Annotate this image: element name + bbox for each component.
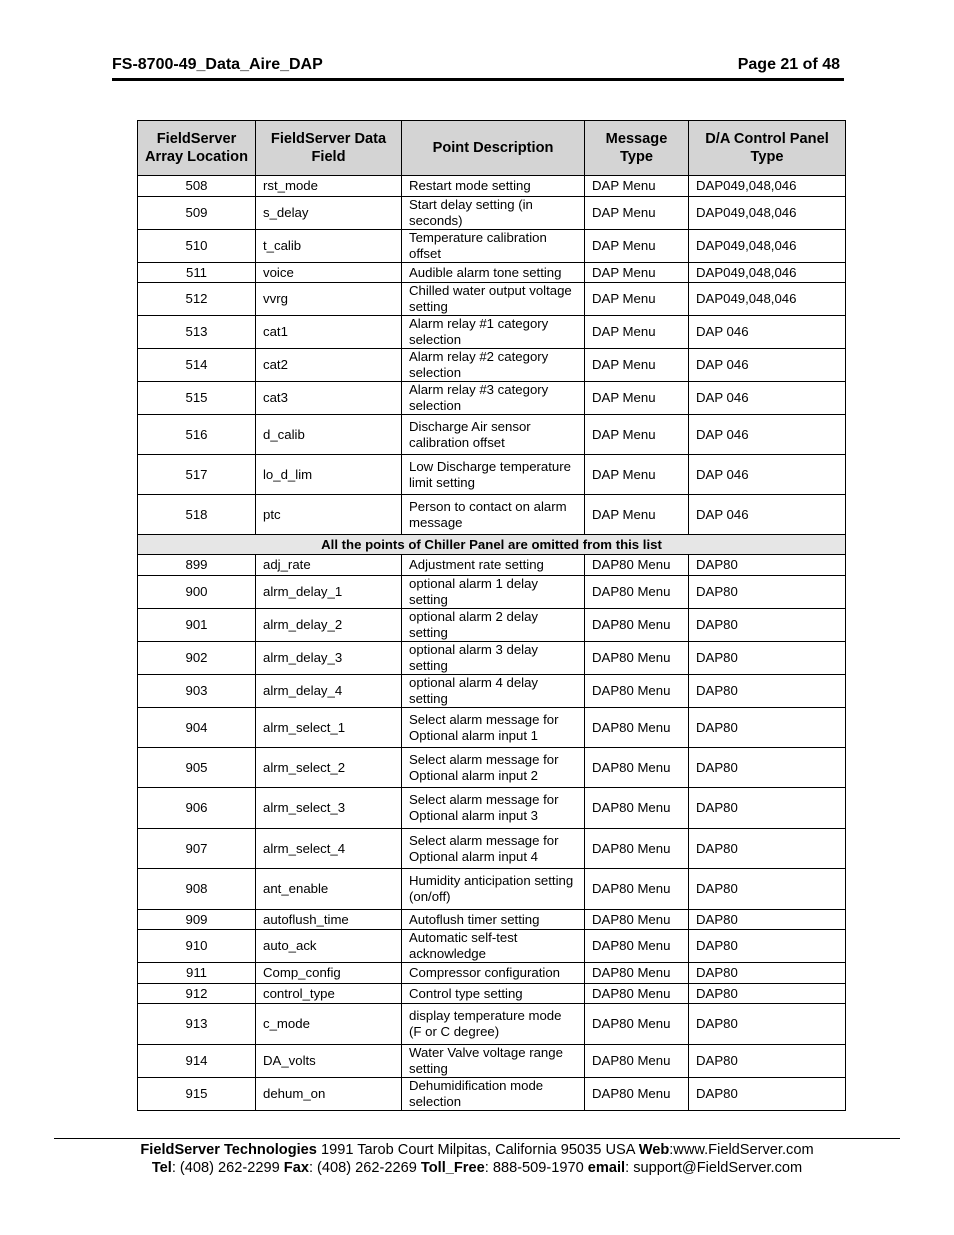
cell-message-type: DAP80 Menu [585,1045,689,1078]
cell-data-field: alrm_select_1 [256,708,402,748]
cell-panel-type: DAP 046 [689,455,846,495]
cell-message-type: DAP Menu [585,283,689,316]
table-row [138,176,846,197]
cell-point-description: optional alarm 4 delay setting [402,675,585,708]
cell-panel-type: DAP80 [689,1078,846,1111]
cell-message-type: DAP80 Menu [585,555,689,576]
cell-data-field: dehum_on [256,1078,402,1111]
cell-point-description: Compressor configuration [402,963,585,984]
cell-data-field: ant_enable [256,869,402,910]
cell-data-field: cat3 [256,382,402,415]
cell-array-location: 906 [138,788,256,829]
footer-web-link[interactable]: :www.FieldServer.com [669,1142,814,1158]
cell-panel-type: DAP80 [689,675,846,708]
cell-data-field: c_mode [256,1004,402,1045]
cell-panel-type: DAP80 [689,708,846,748]
table-row [138,609,846,642]
cell-point-description: Select alarm message for Optional alarm input 4 [402,829,585,869]
cell-message-type: DAP Menu [585,382,689,415]
document-title: FS-8700-49_Data_Aire_DAP [112,56,323,73]
cell-point-description: Audible alarm tone setting [402,263,585,283]
cell-message-type: DAP Menu [585,316,689,349]
table-row [138,748,846,788]
cell-array-location: 510 [138,230,256,263]
cell-message-type: DAP Menu [585,349,689,382]
section-note-row [138,535,846,555]
cell-data-field: adj_rate [256,555,402,576]
cell-data-field: control_type [256,984,402,1004]
cell-point-description: Adjustment rate setting [402,555,585,576]
table-row [138,349,846,382]
cell-data-field: autoflush_time [256,910,402,930]
cell-data-field: rst_mode [256,176,402,197]
cell-message-type: DAP80 Menu [585,1078,689,1111]
cell-data-field: auto_ack [256,930,402,963]
footer-fax: : (408) 262-2269 [308,1160,421,1176]
cell-data-field: vvrg [256,283,402,316]
cell-panel-type: DAP 046 [689,415,846,455]
cell-panel-type: DAP80 [689,788,846,829]
cell-array-location: 513 [138,316,256,349]
cell-data-field: alrm_select_2 [256,748,402,788]
table-row [138,675,846,708]
table-row [138,263,846,283]
cell-array-location: 913 [138,1004,256,1045]
cell-array-location: 909 [138,910,256,930]
cell-message-type: DAP Menu [585,230,689,263]
table-row [138,963,846,984]
footer-email[interactable]: : support@FieldServer.com [625,1160,803,1176]
footer-web-label: Web [638,1142,670,1158]
cell-array-location: 905 [138,748,256,788]
table-row [138,283,846,316]
cell-array-location: 518 [138,495,256,535]
cell-data-field: t_calib [256,230,402,263]
cell-panel-type: DAP049,048,046 [689,283,846,316]
table-row [138,984,846,1004]
cell-array-location: 914 [138,1045,256,1078]
table-row [138,788,846,829]
table-row [138,576,846,609]
cell-data-field: cat2 [256,349,402,382]
cell-point-description: Start delay setting (in seconds) [402,197,585,230]
cell-point-description: Water Valve voltage range setting [402,1045,585,1078]
cell-message-type: DAP80 Menu [585,963,689,984]
cell-panel-type: DAP80 [689,748,846,788]
cell-point-description: Alarm relay #1 category selection [402,316,585,349]
cell-message-type: DAP80 Menu [585,1004,689,1045]
cell-array-location: 901 [138,609,256,642]
cell-point-description: optional alarm 1 delay setting [402,576,585,609]
table-row [138,1045,846,1078]
cell-message-type: DAP Menu [585,263,689,283]
table-row [138,230,846,263]
cell-data-field: Comp_config [256,963,402,984]
cell-data-field: voice [256,263,402,283]
col-header-point-description: Point Description [402,121,585,176]
cell-data-field: alrm_delay_3 [256,642,402,675]
cell-array-location: 907 [138,829,256,869]
cell-panel-type: DAP80 [689,576,846,609]
cell-data-field: alrm_delay_2 [256,609,402,642]
cell-message-type: DAP80 Menu [585,576,689,609]
cell-panel-type: DAP 046 [689,495,846,535]
cell-array-location: 902 [138,642,256,675]
cell-point-description: Control type setting [402,984,585,1004]
table-row [138,382,846,415]
cell-message-type: DAP80 Menu [585,788,689,829]
cell-data-field: lo_d_lim [256,455,402,495]
cell-data-field: DA_volts [256,1045,402,1078]
cell-message-type: DAP80 Menu [585,642,689,675]
cell-message-type: DAP80 Menu [585,748,689,788]
table-row [138,415,846,455]
cell-data-field: s_delay [256,197,402,230]
cell-panel-type: DAP80 [689,984,846,1004]
table-row [138,708,846,748]
col-header-array-location: FieldServer Array Location [138,121,256,176]
cell-panel-type: DAP80 [689,910,846,930]
cell-point-description: optional alarm 3 delay setting [402,642,585,675]
cell-point-description: Person to contact on alarm message [402,495,585,535]
footer-tollfree: : 888-509-1970 [484,1160,588,1176]
footer-fax-label: Fax [283,1160,309,1176]
points-table [137,120,846,1111]
cell-panel-type: DAP049,048,046 [689,197,846,230]
page-number: Page 21 of 48 [737,56,840,73]
cell-message-type: DAP80 Menu [585,675,689,708]
footer-tollfree-label: Toll_Free [420,1160,485,1176]
cell-panel-type: DAP80 [689,1045,846,1078]
cell-point-description: Low Discharge temperature limit setting [402,455,585,495]
cell-point-description: display temperature mode (F or C degree) [402,1004,585,1045]
cell-data-field: alrm_delay_4 [256,675,402,708]
cell-data-field: cat1 [256,316,402,349]
page-header [112,56,844,81]
cell-array-location: 915 [138,1078,256,1111]
cell-panel-type: DAP80 [689,1004,846,1045]
cell-data-field: ptc [256,495,402,535]
cell-data-field: alrm_delay_1 [256,576,402,609]
cell-data-field: d_calib [256,415,402,455]
col-header-panel-type: D/A Control Panel Type [689,121,846,176]
table-row [138,1004,846,1045]
cell-data-field: alrm_select_4 [256,829,402,869]
table-row [138,1078,846,1111]
footer-tel-label: Tel [151,1160,172,1176]
table-row [138,455,846,495]
cell-point-description: Autoflush timer setting [402,910,585,930]
cell-panel-type: DAP80 [689,963,846,984]
cell-point-description: Alarm relay #3 category selection [402,382,585,415]
cell-point-description: Restart mode setting [402,176,585,197]
table-row [138,869,846,910]
cell-array-location: 511 [138,263,256,283]
cell-point-description: Select alarm message for Optional alarm input 1 [402,708,585,748]
cell-panel-type: DAP049,048,046 [689,230,846,263]
cell-array-location: 911 [138,963,256,984]
footer-email-label: email [587,1160,626,1176]
table-row [138,642,846,675]
cell-message-type: DAP80 Menu [585,930,689,963]
cell-array-location: 899 [138,555,256,576]
cell-array-location: 508 [138,176,256,197]
table-row [138,495,846,535]
cell-panel-type: DAP 046 [689,382,846,415]
cell-message-type: DAP80 Menu [585,609,689,642]
cell-panel-type: DAP80 [689,555,846,576]
cell-array-location: 912 [138,984,256,1004]
cell-message-type: DAP80 Menu [585,984,689,1004]
cell-message-type: DAP Menu [585,415,689,455]
cell-panel-type: DAP80 [689,642,846,675]
table-row [138,910,846,930]
cell-point-description: Discharge Air sensor calibration offset [402,415,585,455]
cell-panel-type: DAP 046 [689,349,846,382]
cell-data-field: alrm_select_3 [256,788,402,829]
cell-message-type: DAP80 Menu [585,910,689,930]
cell-point-description: Dehumidification mode selection [402,1078,585,1111]
cell-point-description: Humidity anticipation setting (on/off) [402,869,585,910]
footer-address: 1991 Tarob Court Milpitas, California 95035 USA [316,1142,639,1158]
cell-point-description: Select alarm message for Optional alarm input 2 [402,748,585,788]
footer-company: FieldServer Technologies [140,1142,317,1158]
cell-array-location: 910 [138,930,256,963]
cell-message-type: DAP Menu [585,197,689,230]
table-row [138,316,846,349]
cell-array-location: 904 [138,708,256,748]
cell-array-location: 512 [138,283,256,316]
cell-array-location: 903 [138,675,256,708]
cell-array-location: 516 [138,415,256,455]
cell-array-location: 900 [138,576,256,609]
footer-line-1 [0,1142,954,1158]
cell-message-type: DAP80 Menu [585,829,689,869]
footer-tel: : (408) 262-2299 [171,1160,284,1176]
footer-line-2 [0,1160,954,1176]
cell-message-type: DAP80 Menu [585,869,689,910]
cell-message-type: DAP Menu [585,495,689,535]
cell-message-type: DAP80 Menu [585,708,689,748]
cell-point-description: Temperature calibration offset [402,230,585,263]
cell-panel-type: DAP 046 [689,316,846,349]
col-header-message-type: Message Type [585,121,689,176]
footer-rule [54,1138,900,1139]
cell-message-type: DAP Menu [585,176,689,197]
cell-panel-type: DAP80 [689,829,846,869]
table-header-row [138,121,846,176]
section-note: All the points of Chiller Panel are omitted from this list [138,535,846,555]
cell-array-location: 517 [138,455,256,495]
cell-array-location: 514 [138,349,256,382]
cell-array-location: 908 [138,869,256,910]
cell-panel-type: DAP049,048,046 [689,176,846,197]
table-row [138,930,846,963]
cell-point-description: Alarm relay #2 category selection [402,349,585,382]
cell-panel-type: DAP80 [689,869,846,910]
cell-message-type: DAP Menu [585,455,689,495]
cell-point-description: optional alarm 2 delay setting [402,609,585,642]
table-row [138,829,846,869]
cell-array-location: 509 [138,197,256,230]
table-row [138,197,846,230]
cell-point-description: Select alarm message for Optional alarm input 3 [402,788,585,829]
cell-point-description: Chilled water output voltage setting [402,283,585,316]
cell-panel-type: DAP049,048,046 [689,263,846,283]
cell-panel-type: DAP80 [689,930,846,963]
cell-array-location: 515 [138,382,256,415]
cell-point-description: Automatic self-test acknowledge [402,930,585,963]
cell-panel-type: DAP80 [689,609,846,642]
col-header-data-field: FieldServer Data Field [256,121,402,176]
table-row [138,555,846,576]
